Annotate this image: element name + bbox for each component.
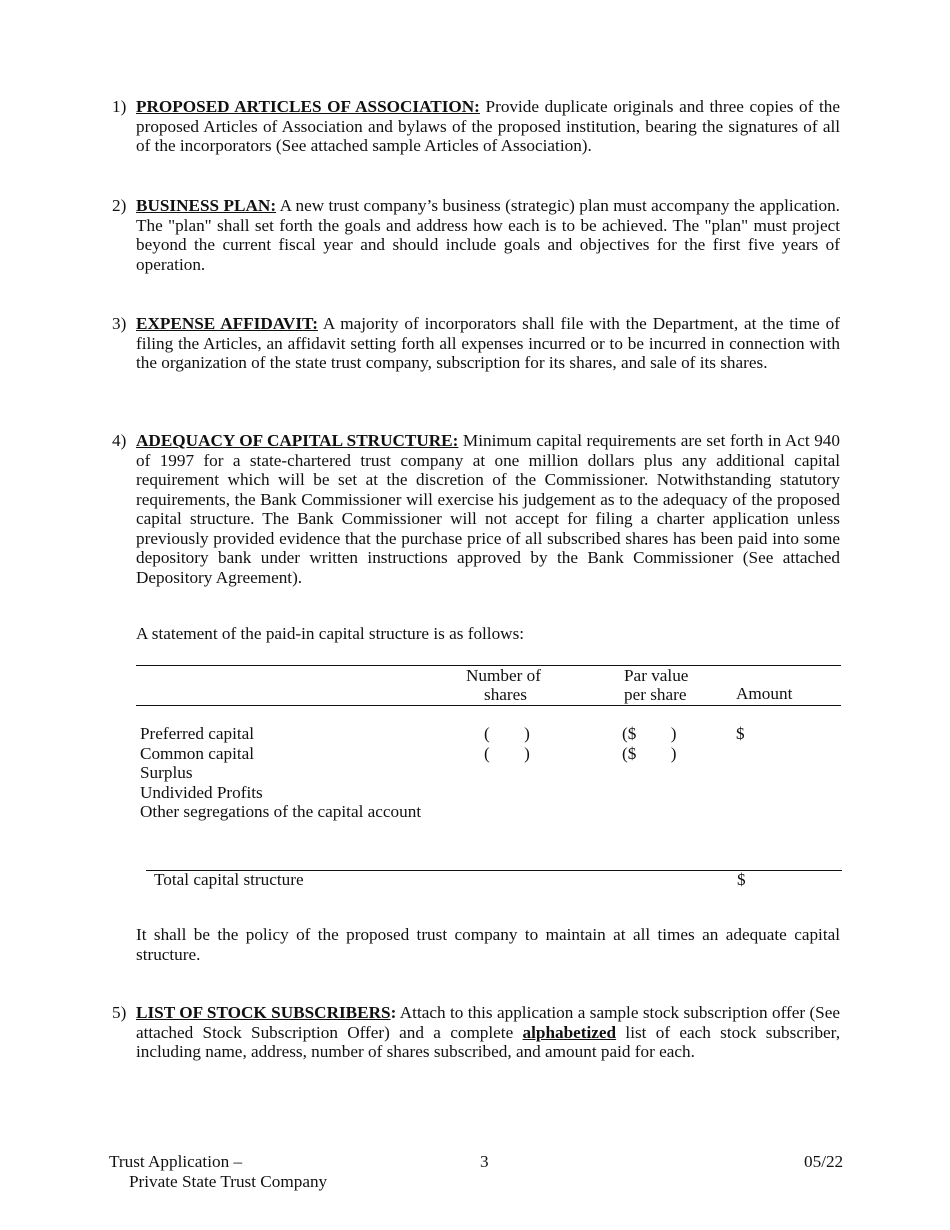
capital-table [136, 665, 841, 889]
item-capital-structure [112, 431, 840, 587]
item-heading: LIST OF STOCK SUBSCRIBERS [136, 1003, 391, 1022]
item-text: A new trust company’s business (strategic) plan must accompany the application. The "plan" shall set forth the goals and address how each is to be achieved. The "plan" must project beyond the current fiscal year and should include goals and objectives for the first five years of operation. [136, 196, 840, 274]
header-shares-line1: Number of [466, 666, 541, 685]
item-heading: BUSINESS PLAN: [136, 196, 277, 215]
row-par: ($ ) [622, 724, 677, 743]
item-business-plan [112, 196, 840, 274]
header-shares-line2: shares [484, 685, 527, 704]
row-label: Surplus [140, 763, 193, 782]
total-label: Total capital structure [154, 870, 304, 889]
total-amount: $ [737, 870, 746, 889]
item-heading: EXPENSE AFFIDAVIT: [136, 314, 318, 333]
row-label: Preferred capital [140, 724, 255, 743]
item-number: 4) [112, 431, 127, 450]
header-par-line2: per share [624, 685, 687, 704]
item-number: 1) [112, 97, 127, 116]
item-heading: PROPOSED ARTICLES OF ASSOCIATION: [136, 97, 480, 116]
footer-title-line1: Trust Application – [109, 1152, 243, 1171]
row-label: Other segregations of the capital account [140, 802, 422, 821]
capital-intro: A statement of the paid-in capital structure is as follows: [136, 624, 525, 643]
item-stock-subscribers [112, 1003, 840, 1062]
item-text-part2: list of each stock subscriber, including name, address, number of shares subscribed, and amount paid for each. [136, 1022, 841, 1061]
item-number: 3) [112, 314, 127, 333]
item-text: Provide duplicate originals and three copies of the proposed Articles of Association and bylaws of the proposed institution, bearing the signatures of all of the incorporators (See attached sample Articles of Association). [136, 97, 841, 155]
capital-policy: It shall be the policy of the proposed trust company to maintain at all times an adequate capital structure. [136, 925, 840, 964]
row-amount: $ [736, 724, 745, 743]
item-heading: ADEQUACY OF CAPITAL STRUCTURE: [136, 431, 459, 450]
footer-date: 05/22 [804, 1152, 844, 1171]
footer-title-line2: Private State Trust Company [129, 1172, 328, 1191]
header-par-line1: Par value [624, 666, 689, 685]
item-number: 5) [112, 1003, 127, 1022]
footer-title [109, 1152, 327, 1192]
row-label: Common capital [140, 744, 255, 763]
row-par: ($ ) [622, 744, 677, 763]
header-amount: Amount [736, 684, 793, 703]
emphasis-alphabetized: alphabetized [522, 1022, 617, 1042]
item-text-part1: Attach to this application a sample stock subscription offer (See attached Stock Subscription Offer) and a complete [136, 1003, 840, 1042]
item-text: Minimum capital requirements are set forth in Act 940 of 1997 for a state-chartered trust company at one million dollars plus any additional capital requirement which will be set at the discretion of the Commissioner. Notwithstanding statutory requirements, the Bank Commissioner will exercise his judgement as to the adequacy of the proposed capital structure. The Bank Commissioner will not accept for filing a charter application unless previously provided evidence that the purchase price of all subscribed shares has been paid into some depository bank under written instructions approved by the Bank Commissioner (See attached Depository Agreement). [136, 431, 840, 587]
row-shares: ( ) [484, 744, 530, 763]
row-shares: ( ) [484, 724, 530, 743]
item-text: A majority of incorporators shall file with the Department, at the time of filing the Articles, an affidavit setting forth all expenses incurred or to be incurred in connection with the organization of the state trust company, subscription for its shares, and sale of its shares. [136, 314, 840, 372]
heading-colon: : [390, 1003, 397, 1022]
page-number: 3 [480, 1152, 489, 1171]
item-articles [112, 97, 840, 156]
header-bottom-rule [136, 705, 841, 706]
row-label: Undivided Profits [140, 783, 263, 802]
item-number: 2) [112, 196, 127, 215]
item-expense-affidavit [112, 314, 840, 373]
